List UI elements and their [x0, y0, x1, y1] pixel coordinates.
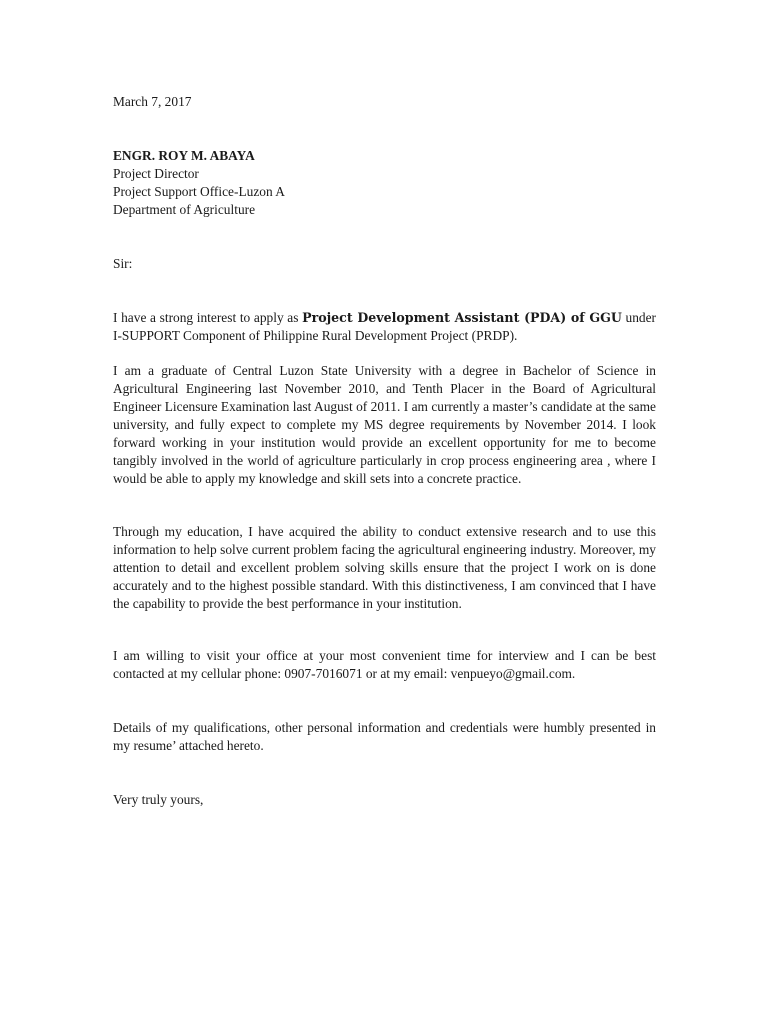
paragraph-application-rest: under I-SUPPORT Component of Philippine Rural Development Project (PRDP). [113, 310, 657, 343]
recipient-office: Project Support Office-Luzon A [113, 184, 285, 199]
salutation: Sir: [113, 256, 133, 271]
letter-date: March 7, 2017 [113, 94, 192, 109]
paragraph-application-lead: I have a strong interest to apply as [113, 310, 303, 325]
recipient-department: Department of Agriculture [113, 202, 256, 217]
paragraph-education: I am a graduate of Central Luzon State University with a degree in Bachelor of Science in Agricultural Engineering last November 2010, and Tenth Placer in the Board of Agricultural Engineer Licensure Examination last August of 2011. I am currently a master’s candidate at the same university, and fully expect to complete my MS degree requirements by November 2014. I look forward working in your institution would provide an excellent opportunity for me to become tangibly involved in the world of agriculture particularly in crop process engineering area , where I would be able to apply my knowledge and skill sets into a concrete practice. [113, 363, 656, 486]
paragraph-skills: Through my education, I have acquired the ability to conduct extensive research and to use this information to help solve current problem facing the agricultural engineering industry. Moreover, my attention to detail and excellent problem solving skills ensure that the project I work on is done accurately and to the highest possible standard. With this distinctiveness, I am convinced that I have the capability to provide the best performance in your institution. [113, 524, 656, 611]
closing: Very truly yours, [113, 792, 204, 807]
recipient-name: ENGR. ROY M. ABAYA [113, 148, 255, 163]
paragraph-application [113, 309, 656, 345]
paragraph-qualifications: Details of my qualifications, other personal information and credentials were humbly presented in my resume’ attached hereto. [113, 720, 656, 753]
position-title: Project Development Assistant (PDA) of GGU [302, 310, 622, 325]
recipient-title: Project Director [113, 166, 199, 181]
paragraph-contact: I am willing to visit your office at your most convenient time for interview and I can be best contacted at my cellular phone: 0907-7016071 or at my email: venpueyo@gmail.com. [113, 648, 656, 681]
recipient-block [113, 147, 656, 219]
